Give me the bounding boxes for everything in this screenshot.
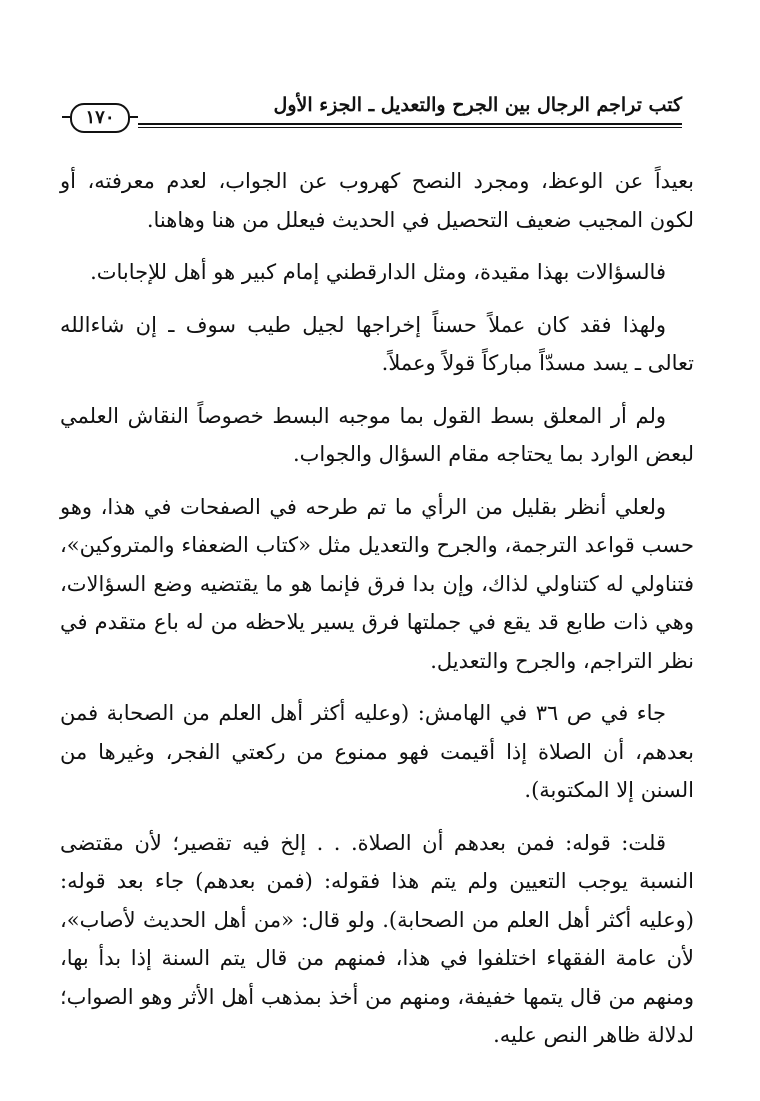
page-number-left-tick <box>62 116 70 118</box>
paragraph: جاء في ص ٣٦ في الهامش: (وعليه أكثر أهل العلم من الصحابة فمن بعدهم، أن الصلاة إذا أقيمت فهو ممنوع من ركعتي الفجر، وغيرها من السنن إلا المكتوبة). <box>60 701 694 802</box>
paragraph: قلت: قوله: فمن بعدهم أن الصلاة. . . إلخ فيه تقصير؛ لأن مقتضى النسبة يوجب التعيين ولم يتم هذا فقوله: (فمن بعدهم) جاء بعد قوله: (وعليه أكثر أهل العلم من الصحابة). ولو قال: «من أهل الحديث لأصاب»، لأن عامة الفقهاء اختلفوا في هذا، فمنهم من قال يتم السنة إذا بدأ بها، ومنهم من قال يتمها خفيفة، ومنهم من أخذ بمذهب أهل الأثر وهو الصواب؛ لدلالة ظاهر النص عليه. <box>60 830 694 1047</box>
page-number-badge <box>62 102 138 132</box>
paragraph: ولهذا فقد كان عملاً حسناً إخراجها لجيل طيب سوف ـ إن شاءالله تعالى ـ يسد مسدّاً مباركاً قولاً وعملاً. <box>60 312 694 375</box>
paragraph: ولم أر المعلق بسط القول بما موجبه البسط خصوصاً النقاش العلمي لبعض الوارد بما يحتاجه مقام السؤال والجواب. <box>60 403 694 466</box>
page-number-right-tick <box>130 116 138 118</box>
running-header <box>62 92 682 132</box>
paragraph: ولعلي أنظر بقليل من الرأي ما تم طرحه في الصفحات في هذا، وهو حسب قواعد الترجمة، والجرح والتعديل مثل «كتاب الضعفاء والمتروكين»، فتناولي له كتناولي لذاك، وإن بدا فرق فإنما هو ما يقتضيه وضع السؤالات، وهي ذات طابع قد يقع في جملتها فرق يسير يلاحظه من له باع متقدم في نظر التراجم، والجرح والتعديل. <box>60 494 694 673</box>
running-header-title: كتب تراجم الرجال بين الجرح والتعديل ـ الجزء الأول <box>273 94 682 116</box>
header-rule <box>62 123 682 125</box>
page-number: ١٧٠ <box>70 103 130 133</box>
paragraph: فالسؤالات بهذا مقيدة، ومثل الدارقطني إمام كبير هو أهل للإجابات. <box>90 260 666 284</box>
body-text <box>60 162 694 1069</box>
paragraph: بعيداً عن الوعظ، ومجرد النصح كهروب عن الجواب، لعدم معرفته، أو لكون المجيب ضعيف التحصيل في الحديث فيعلل من هنا وهاهنا. <box>60 169 694 232</box>
header-rule-thin <box>62 127 682 128</box>
